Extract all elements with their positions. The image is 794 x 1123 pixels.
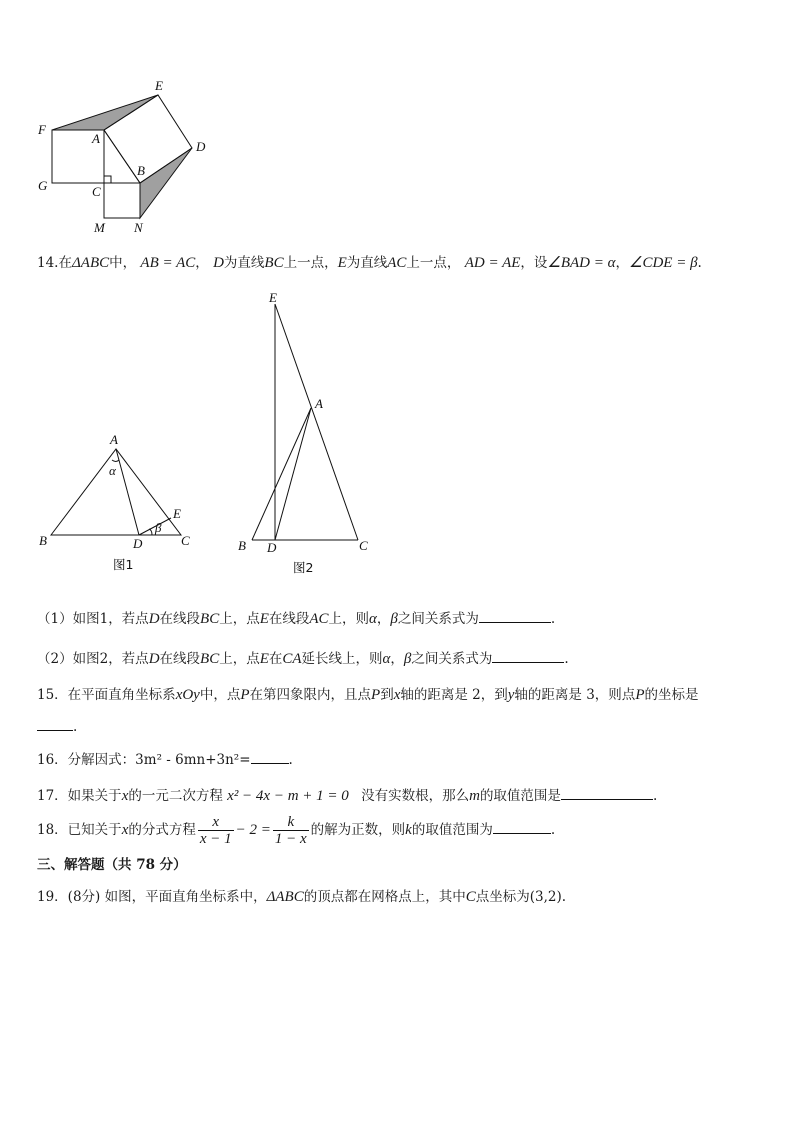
label-b: B bbox=[39, 533, 47, 548]
segment-ec bbox=[275, 304, 358, 540]
question-14-part-2: （2）如图2，若点D在线段BC上，点E在CA延长线上，则α，β之间关系式为 . bbox=[37, 648, 569, 668]
segment-ab bbox=[104, 130, 140, 183]
label-m: M bbox=[94, 220, 105, 235]
label-alpha: α bbox=[109, 463, 116, 478]
figure-1 bbox=[35, 425, 200, 580]
question-15: 15．在平面直角坐标系xOy中，点P在第四象限内，且点P到x轴的距离是 2，到y轴的距离是 3，则点P的坐标是 bbox=[37, 687, 699, 703]
answer-blank[interactable] bbox=[37, 716, 73, 731]
caption-fig1: 图1 bbox=[113, 557, 134, 572]
label-c: C bbox=[92, 184, 101, 199]
fraction-1: $\frac{x}{x - 1}$ bbox=[199, 814, 232, 847]
label-beta: β bbox=[155, 520, 162, 535]
answer-blank[interactable] bbox=[251, 749, 289, 764]
square-cbnm bbox=[104, 183, 140, 218]
fraction-2: $\frac{k}{1 - x}$ bbox=[274, 814, 307, 847]
segment-ab bbox=[252, 408, 311, 540]
section-title: 三、解答题（共 78 分） bbox=[37, 857, 187, 873]
answer-blank[interactable] bbox=[492, 648, 564, 663]
question-16: 16．分解因式：3m² - 6mn+3n²= . bbox=[37, 749, 293, 769]
label-d: D bbox=[267, 540, 277, 555]
label-c: C bbox=[181, 533, 190, 548]
label-d: D bbox=[196, 139, 206, 154]
label-g: G bbox=[38, 178, 48, 193]
label-a: A bbox=[92, 131, 100, 146]
question-14: 14.在ΔABC中， AB = AC， D为直线BC上一点，E为直线AC上一点， AD = AE，设∠BAD = α，∠CDE = β. bbox=[37, 255, 702, 271]
label-e: E bbox=[269, 290, 277, 305]
question-14-part-1: （1）如图1，若点D在线段BC上，点E在线段AC上，则α，β之间关系式为 . bbox=[37, 608, 555, 628]
label-e: E bbox=[173, 506, 181, 521]
label-b: B bbox=[238, 538, 246, 553]
question-17: 17．如果关于x的一元二次方程 x² − 4x − m + 1 = 0 没有实数根，那么m的取值范围是 . bbox=[37, 785, 657, 805]
question-15-answer: . bbox=[37, 716, 77, 736]
label-a: A bbox=[110, 432, 118, 447]
answer-blank[interactable] bbox=[479, 608, 551, 623]
shaded-triangle-fae bbox=[52, 95, 158, 130]
angle-alpha-arc bbox=[112, 460, 119, 462]
label-n: N bbox=[134, 220, 143, 235]
shaded-triangle-bnd bbox=[140, 148, 192, 218]
question-18: 18．已知关于x的分式方程 $\frac{x}{x - 1}$ − 2 = $\frac{k}{1 - x}$ 的解为正数，则k的取值范围为 . bbox=[37, 814, 556, 847]
label-e: E bbox=[155, 78, 163, 93]
segment-ad bbox=[275, 408, 311, 540]
label-c: C bbox=[359, 538, 368, 553]
figure-2 bbox=[230, 288, 380, 578]
answer-blank[interactable] bbox=[561, 785, 653, 800]
figure-squares-triangle bbox=[30, 75, 220, 240]
segment-ad bbox=[116, 449, 139, 535]
label-b: B bbox=[137, 163, 145, 178]
label-a: A bbox=[315, 396, 323, 411]
answer-blank[interactable] bbox=[493, 819, 551, 834]
label-d: D bbox=[133, 536, 143, 551]
caption-fig2: 图2 bbox=[293, 560, 314, 575]
label-f: F bbox=[38, 122, 46, 137]
question-19: 19．(8分) 如图，平面直角坐标系中，ΔABC的顶点都在网格点上，其中C点坐标为(3,2). bbox=[37, 889, 567, 905]
right-angle-mark bbox=[104, 176, 111, 183]
